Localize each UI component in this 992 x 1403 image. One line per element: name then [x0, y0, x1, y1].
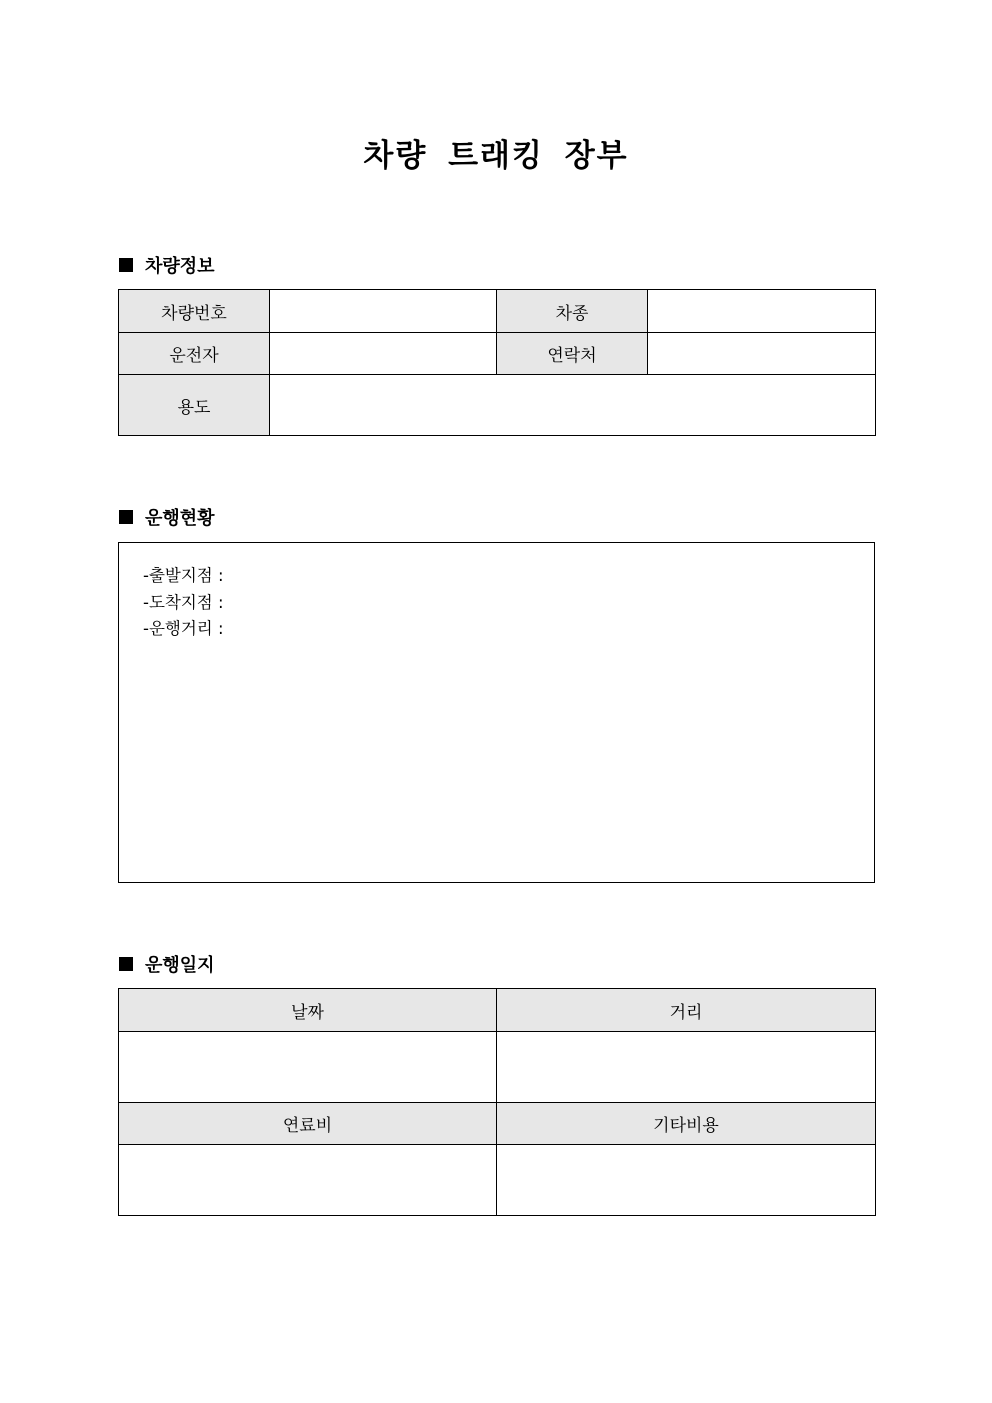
model-field[interactable] [648, 290, 876, 333]
driving-distance-line: -운행거리 : [143, 619, 224, 638]
table-row [119, 1032, 876, 1103]
vehicle-info-heading [119, 253, 215, 277]
operation-log-heading [119, 952, 215, 976]
square-bullet-icon [119, 258, 133, 272]
operation-log-heading-text: 운행일지 [145, 955, 215, 976]
model-label: 차종 [497, 290, 648, 333]
departure-point-line: -출발지점 : [143, 566, 224, 585]
date-label: 날짜 [119, 989, 497, 1032]
date-field[interactable] [119, 1032, 497, 1103]
operation-status-heading [119, 505, 215, 529]
other-cost-label: 기타비용 [497, 1103, 876, 1145]
fuel-cost-field[interactable] [119, 1145, 497, 1216]
operation-status-box[interactable] [118, 542, 875, 883]
table-row [119, 989, 876, 1032]
distance-label: 거리 [497, 989, 876, 1032]
other-cost-field[interactable] [497, 1145, 876, 1216]
operation-status-lines [143, 563, 224, 643]
vehicle-info-heading-text: 차량정보 [145, 256, 215, 277]
purpose-label: 용도 [119, 375, 270, 436]
square-bullet-icon [119, 957, 133, 971]
arrival-point-line: -도착지점 : [143, 592, 224, 612]
driver-field[interactable] [270, 333, 497, 375]
square-bullet-icon [119, 510, 133, 524]
plate-label: 차량번호 [119, 290, 270, 333]
distance-field[interactable] [497, 1032, 876, 1103]
vehicle-info-table [118, 289, 876, 436]
driver-label: 운전자 [119, 333, 270, 375]
contact-field[interactable] [648, 333, 876, 375]
purpose-field[interactable] [270, 375, 876, 436]
page-title: 차량 트래킹 장부 [363, 138, 629, 174]
table-row [119, 1145, 876, 1216]
operation-status-heading-text: 운행현황 [145, 508, 215, 529]
table-row [119, 375, 876, 436]
fuel-cost-label: 연료비 [119, 1103, 497, 1145]
table-row [119, 290, 876, 333]
table-row [119, 1103, 876, 1145]
contact-label: 연락처 [497, 333, 648, 375]
plate-field[interactable] [270, 290, 497, 333]
table-row [119, 333, 876, 375]
operation-log-table [118, 988, 876, 1216]
